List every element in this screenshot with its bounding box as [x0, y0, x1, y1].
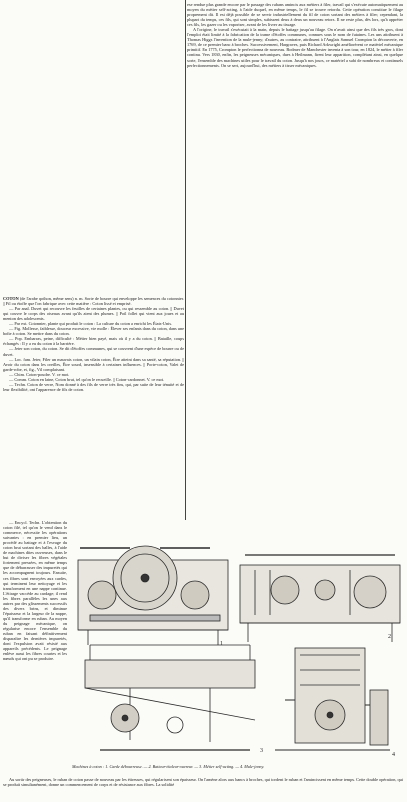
- figure-label-3: 3: [260, 748, 263, 754]
- entry-sense: — Chim. Coton-poudre. V. ce mot.: [9, 371, 70, 377]
- scutcher-machine-illustration: [240, 555, 400, 642]
- figure-label-4: 4: [392, 752, 395, 758]
- cotton-machines-figure: [70, 520, 403, 765]
- right-paragraph-2: A l'origine, le travail s'exécutait à la main, depuis le battage jusqu'au filage. On n'avait ainsi que des fils très gros, dont l'emploi était limité à la fabrication de la trame d'étoffes communes, connues sous le nom de futaines. Les uns attribuent à Thomas Higgs l'invention de la mule-jenny; d'autres, au contraire, attribuent à l'Anglais Samuel Crompton la découverte, en 1769, de ce premier banc à broches. Successivement, Hargraves, puis Richard Arkwright améliorèrent ce matériel mécanique primitif. En 1775, Crompton le perfectionna de nouveau. Bodmer de Manchester inventa à son tour, en 1824, le métier à filer continu. Vers 1830, enfin, les peigneuses mécaniques, dues à Heilmann, firent leur apparition, complétant ainsi, en quelque sorte, l'ensemble des machines utiles pour le travail du coton. Jusqu'à nos jours, ce matériel a subi de nombreux et continuels perfectionnements. On se sert, aujourd'hui, des métiers à tisser mécaniques.: [187, 27, 403, 68]
- continuation-text: [3, 773, 403, 792]
- entry-sense: — Loc. fam. Jeter, Filer un mauvais coton, un vilain coton, Être atteint dans sa santé, sa réputation. || Avoir du coton dans les oreilles, Être sourd, insensible à certaines influences. || Porte-coton, Valet de garde-robe, et, fig., Vil complaisant.: [3, 356, 184, 372]
- entry-sense: — Jeter son coton, du coton. Se dit d'étoffes communes, qui se couvrent d'une espèce de bourre ou de duvet.: [3, 346, 184, 357]
- carding-machine-illustration: [78, 546, 228, 645]
- figure-caption: Machines à coton : 1. Carde débourreuse. — 2. Batteur-étaleur-ouvreur. — 3. Métier self-acting. — 4. Mule-jenny.: [72, 764, 265, 769]
- mule-jenny-illustration: [275, 648, 390, 750]
- encyclopedia-paragraph: — Encycl. Techn. L'obtention du coton filé, tel qu'on le vend dans le commerce, nécessite les opérations suivantes : en premier lieu, un procédé au battage et à l'esvage du coton brut sortant des balles, à l'aide de machines dites ouvreuses, dans le but de diviser les fibres végétales fortement pressées, en même temps que de débarrasser des impuretés qui les accompagnent toujours. Ensuite, ces fibres sont envoyées aux cardes, qui terminent leur nettoyage et les transforment en une nappe continue. L'étirage vaccède au cardage; il rend les fibres parallèles les unes aux autres par des glissements successifs des divers brins, et diminue l'épaisseur et la largeur de la nappe, qu'il transforme en ruban. Au moyen du peignage mécanique, on régularise encore l'ensemble du ruban en faisant définitivement disparaître les dernières impuretés, dont l'expulsion avait résisté aux appareils précédents. Le peignage enlève aussi les fibres courtes et les nœuds qui ont pu se produire.: [3, 520, 67, 662]
- column-divider: [185, 0, 186, 520]
- self-acting-machine-illustration: [85, 645, 255, 750]
- entry-sense: — Comm. Coton en laine, Coton brut, tel qu'on le recueille. || Coton-cardonnet. V. ce mot.: [9, 376, 165, 382]
- right-column-text: [187, 2, 403, 68]
- encyclopedia-wrap-text: [3, 520, 67, 661]
- entry-headword: COTON: [3, 296, 19, 301]
- coton-entry: [3, 296, 184, 392]
- continuation-paragraph: Au sortir des peigneuses, le ruban de coton passe de nouveau par les étireuses, qui régularisent son épaisseur. On l'amène alors aux bancs à broches, qui tordent le ruban et l'amincissent en même temps. Cette double opération, qui se produit simultanément, donne un commencement de corps et de résistance aux fibres. La solidité: [3, 777, 403, 788]
- entry-sense: — Fig. Mollesse, faiblesse, douceur excessive, vie molle : Élever ses enfants dans du coton, dans une boîte à coton. Se mettre dans du coton.: [3, 326, 184, 337]
- machines-engraving: [70, 520, 403, 765]
- entry-sense: — Par anal. Duvet qui recouvre les feuilles de certaines plantes, ou qui ressemble au coton. || Duvet qui couvre le corps des oiseaux avant qu'ils aient des plumes. || Poil follet qui vient aux joues et au menton des adolescents.: [3, 306, 184, 322]
- entry-intro: (de l'arabe qothon, même sens) n. m. Sorte de bourre qui enveloppe les semences du cotonnier. || Fil ou étoffe que l'on fabrique avec cette matière : Coton lissé et emprisé.: [3, 296, 184, 307]
- figure-label-1: 1: [220, 641, 223, 647]
- right-paragraph-1: ese rendue plus grande encore par le passage des rubans amincis aux métiers à filer, travail qui s'exécute automatiquement au moyen du métier self-acting, à l'aide duquel, en même temps, le fil se trouve retordu. Cette opération constitue le filage proprement dit. Il est déjà possible de se servir industriellement du fil de coton sortant des métiers à filer; cependant, la plupart du temps, ces fils, qui sont simples, subissent deux à deux un nouveau retors. Il ne reste plus, dès lors, qu'à appréter ces fils, les gazer ou les vaporiser, avant de les livrer au tissage.: [187, 2, 403, 28]
- entry-sense: — Pop. Embarras, peine, difficulté : Métier bien payé, mais où il y a du coton. || Bataille, coups échangés : Il y a eu du coton à la barrière.: [3, 336, 184, 347]
- figure-label-2: 2: [388, 634, 391, 640]
- entry-sense: — Techn. Coton de verre, Nom donné à des fils de verre très fins, qui, par suite de leur ténuité et de leur flexibilité, ont l'apparence de fils de coton.: [3, 381, 184, 392]
- entry-sense: — Par ext. Cotonnier, plante qui produit le coton : La culture du coton a enrichi les États-Unis.: [9, 321, 173, 327]
- entry-intro-paragraph: [3, 296, 184, 306]
